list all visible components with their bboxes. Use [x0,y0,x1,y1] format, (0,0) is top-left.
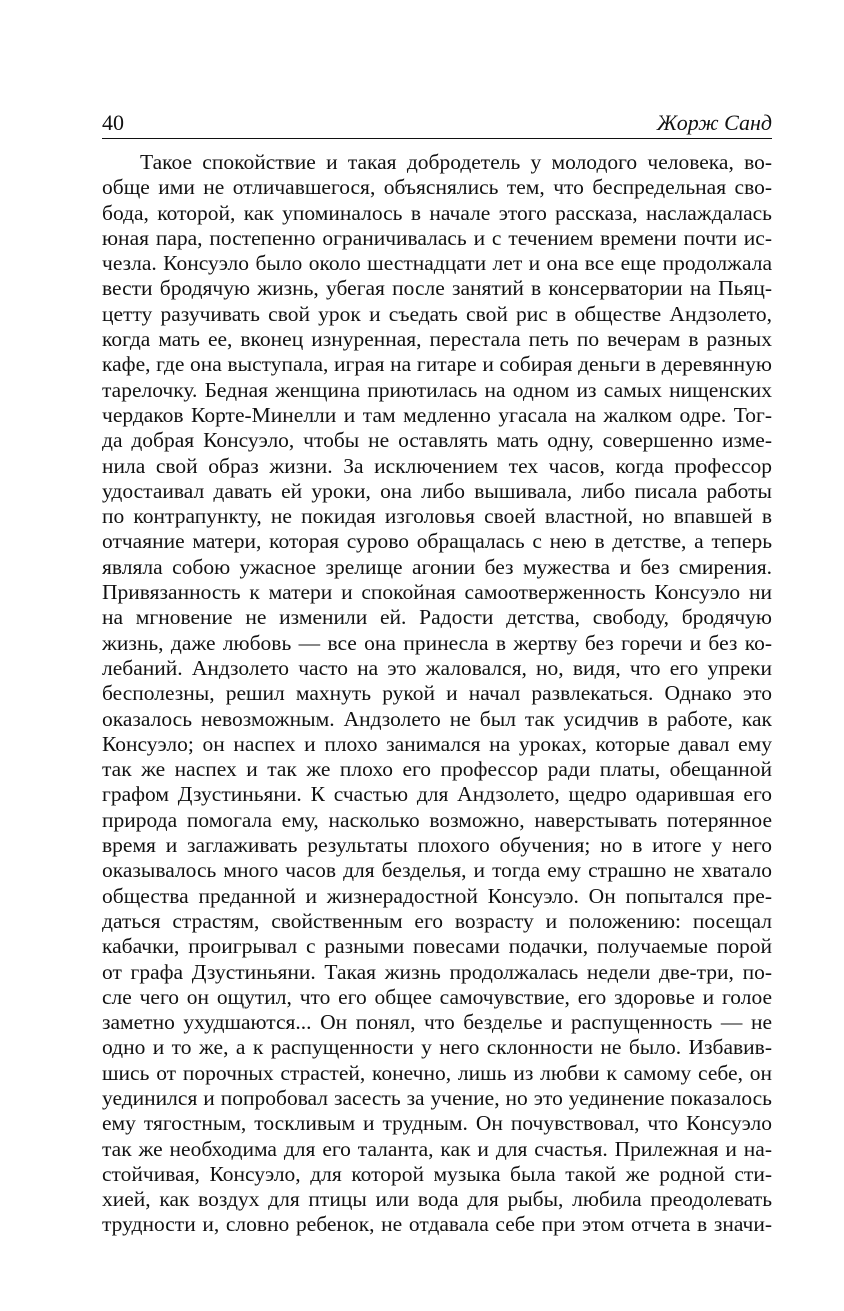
text-line: сле чего он ощутил, что его общее самочувствие, его здоровье и голое [102,984,772,1009]
text-line: природа помогала ему, насколько возможно, наверстывать потерянное [102,807,772,832]
text-line: время и заглаживать результаты плохого обучения; но в итоге у него [102,833,772,858]
text-line: Консуэло; он наспех и плохо занимался на уроках, которые давал ему [102,731,772,756]
text-line: кабачки, проигрывал с разными повесами подачки, получаемые порой [102,934,772,959]
text-line: кафе, где она выступала, играя на гитаре и собирая деньги в деревянную [102,352,772,377]
text-line: по контрапункту, не покидая изголовья своей властной, но впавшей в [102,504,772,529]
text-line: стойчивая, Консуэло, для которой музыка была такой же родной сти- [102,1161,772,1186]
text-line: жизнь, даже любовь — все она принесла в жертву без горечи и без ко- [102,630,772,655]
page-number: 40 [102,110,124,135]
text-line: так же наспех и так же плохо его профессор ради платы, обещанной [102,757,772,782]
text-line: на мгновение не изменили ей. Радости детства, свободу, бродячую [102,605,772,630]
running-head [102,108,772,139]
text-line: отчаяние матери, которая сурово обращалась с нею в детстве, а теперь [102,529,772,554]
text-line: бесполезны, решил махнуть рукой и начал развлекаться. Однако это [102,681,772,706]
text-line: уединился и попробовал засесть за учение, но это уединение показалось [102,1085,772,1110]
text-line: даться страстям, свойственным его возрасту и положению: посещал [102,908,772,933]
text-line: чезла. Консуэло было около шестнадцати лет и она все еще продолжала [102,251,772,276]
text-line: юная пара, постепенно ограничивалась и с течением времени почти ис- [102,225,772,250]
body-text [102,150,772,1238]
text-line: чердаков Корте-Минелли и там медленно угасала на жалком одре. Тог- [102,402,772,427]
text-line: когда мать ее, вконец изнуренная, перестала петь по вечерам в разных [102,327,772,352]
text-line: лебаний. Андзолето часто на это жаловался, но, видя, что его упреки [102,655,772,680]
text-line: Привязанность к матери и спокойная самоотверженность Консуэло ни [102,580,772,605]
text-line: оказалось невозможным. Андзолето не был так усидчив в работе, как [102,706,772,731]
text-line: заметно ухудшаются... Он понял, что безделье и распущенность — не [102,1010,772,1035]
text-line: оказывалось много часов для безделья, и тогда ему страшно не хватало [102,858,772,883]
text-line: нила свой образ жизни. За исключением тех часов, когда профессор [102,453,772,478]
text-line: Такое спокойствие и такая добродетель у молодого человека, во- [140,150,772,174]
text-line: являла собою ужасное зрелище агонии без мужества и без смирения. [102,554,772,579]
text-line: ему тягостным, тоскливым и трудным. Он почувствовал, что Консуэло [102,1111,772,1136]
text-line: да добрая Консуэло, чтобы не оставлять мать одну, совершенно изме- [102,428,772,453]
text-line: от графа Дзустиньяни. Такая жизнь продолжалась недели две-три, по- [102,959,772,984]
text-line: общества преданной и жизнерадостной Консуэло. Он попытался пре- [102,883,772,908]
text-line: графом Дзустиньяни. К счастью для Андзолето, щедро одарившая его [102,782,772,807]
text-line: бода, которой, как упоминалось в начале этого рассказа, наслаждалась [102,200,772,225]
text-line: вести бродячую жизнь, убегая после занятий в консерватории на Пьяц- [102,276,772,301]
text-line: шись от порочных страстей, конечно, лишь из любви к самому себе, он [102,1060,772,1085]
text-line: трудности и, словно ребенок, не отдавала себе при этом отчета в значи- [102,1212,772,1237]
text-line: удостаивал давать ей уроки, она либо вышивала, либо писала работы [102,478,772,503]
text-line: обще ими не отличавшегося, объяснялись тем, что беспредельная сво- [102,175,772,200]
running-title: Жорж Санд [656,110,772,135]
text-line: цетту разучивать свой урок и съедать свой рис в обществе Андзолето, [102,301,772,326]
text-line: одно и то же, а к распущенности у него склонности не было. Избавив- [102,1035,772,1060]
text-line: тарелочку. Бедная женщина приютилась на одном из самых нищенских [102,377,772,402]
text-line: так же необходима для его таланта, как и для счастья. Прилежная и на- [102,1136,772,1161]
text-line: хией, как воздух для птицы или вода для рыбы, любила преодолевать [102,1187,772,1212]
